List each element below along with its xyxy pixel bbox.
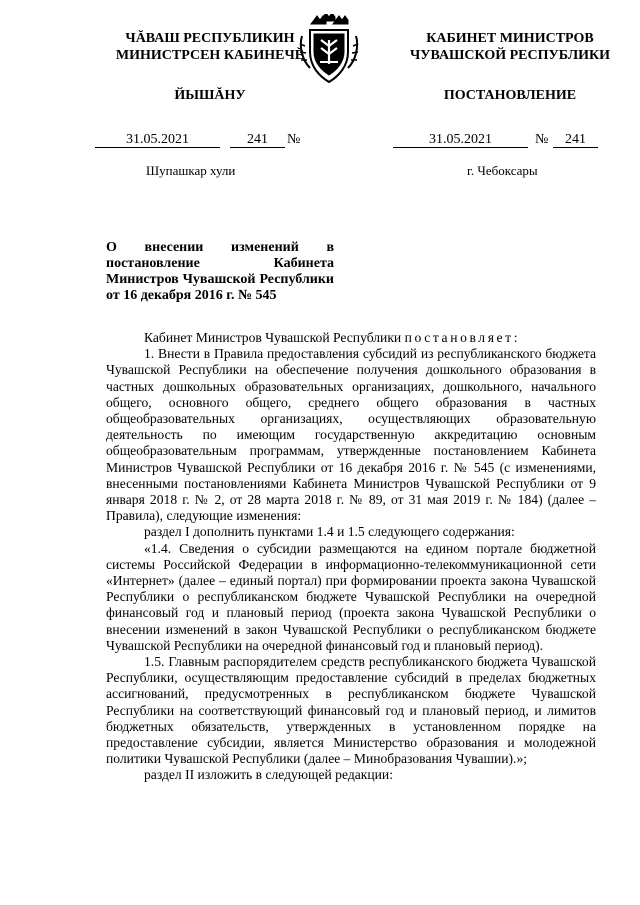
body-paragraph: 1.5. Главным распорядителем средств республиканского бюджета Чувашской Республики, осуществляющим предоставление субсидий в пределах бюджетных ассигнований, предусмотренных в республиканском бюджете Чувашской Республики на соответствующий финансовый год и плановый период, и лимитов бюджетных обязательств, утвержденных в установленном порядке на предоставление субсидии, является Министерство образования и молодежной политики Чувашской Республики (далее – Минобразования Чувашии).»;	[106, 654, 596, 767]
chuvash-coat-of-arms-icon	[298, 14, 360, 86]
body-paragraph: «1.4. Сведения о субсидии размещаются на едином портале бюджетной системы Российской Федерации в информационно-телекоммуникационной сети «Интернет» (далее – единый портал) при формировании проекта закона Чувашской Республики о республиканском бюджете Чувашской Республики на очередной финансовый год и плановый период (проекта закона Чувашской Республики о внесении изменений в закон Чувашской Республики о республиканском бюджете Чувашской Республики на очередной финансовый год и плановый период).	[106, 540, 596, 653]
left-number-sign: №	[287, 132, 301, 147]
body-paragraph: раздел II изложить в следующей редакции:	[144, 767, 393, 783]
right-dateline	[393, 132, 603, 148]
right-number: 241	[553, 132, 598, 148]
left-doc-type: ЙЫШĂНУ	[174, 88, 246, 103]
right-date: 31.05.2021	[393, 132, 528, 148]
right-org-line2: ЧУВАШСКОЙ РЕСПУБЛИКИ	[409, 48, 611, 63]
place-right: г. Чебоксары	[467, 163, 538, 178]
left-org-line2: МИНИСТРСЕН КАБИНЕЧĔ	[115, 48, 305, 63]
header-left-block	[95, 30, 325, 104]
intro-lead: Кабинет Министров Чувашской Республики	[144, 330, 405, 345]
document-subject: О внесении изменений в постановление Кабинета Министров Чувашской Республики от 16 декабря 2016 г. № 545	[106, 240, 334, 303]
intro-paragraph	[106, 330, 596, 346]
place-left: Шупашкар хули	[146, 163, 236, 178]
intro-decree-word: постановляет:	[404, 330, 521, 345]
body-paragraph: раздел I дополнить пунктами 1.4 и 1.5 следующего содержания:	[144, 524, 515, 540]
left-number: 241	[230, 132, 285, 148]
right-org-line1: КАБИНЕТ МИНИСТРОВ	[426, 31, 594, 46]
body-paragraph: 1. Внести в Правила предоставления субсидий из республиканского бюджета Чувашской Республики на обеспечение получения дошкольного образования в частных дошкольных образовательных организациях, дошкольного, начального общего, основного общего, среднего общего образования в частных общеобразовательных организациях, осуществляющих образовательную деятельность по имеющим государственную аккредитацию основным общеобразовательным программам, утвержденные постановлением Кабинета Министров Чувашской Республики от 16 декабря 2016 г. № 545 (с изменениями, внесенными постановлениями Кабинета Министров Чувашской Республики от 9 января 2018 г. № 2, от 28 марта 2018 г. № 89, от 31 мая 2019 г. № 184) (далее – Правила), следующие изменения:	[106, 346, 596, 524]
left-date: 31.05.2021	[95, 132, 220, 148]
right-doc-type: ПОСТАНОВЛЕНИЕ	[443, 88, 577, 103]
left-org-line1: ЧĂВАШ РЕСПУБЛИКИН	[125, 31, 295, 46]
header-right-block	[380, 30, 640, 104]
right-number-sign: №	[535, 132, 549, 147]
document-body	[106, 330, 596, 784]
left-dateline	[95, 132, 320, 148]
